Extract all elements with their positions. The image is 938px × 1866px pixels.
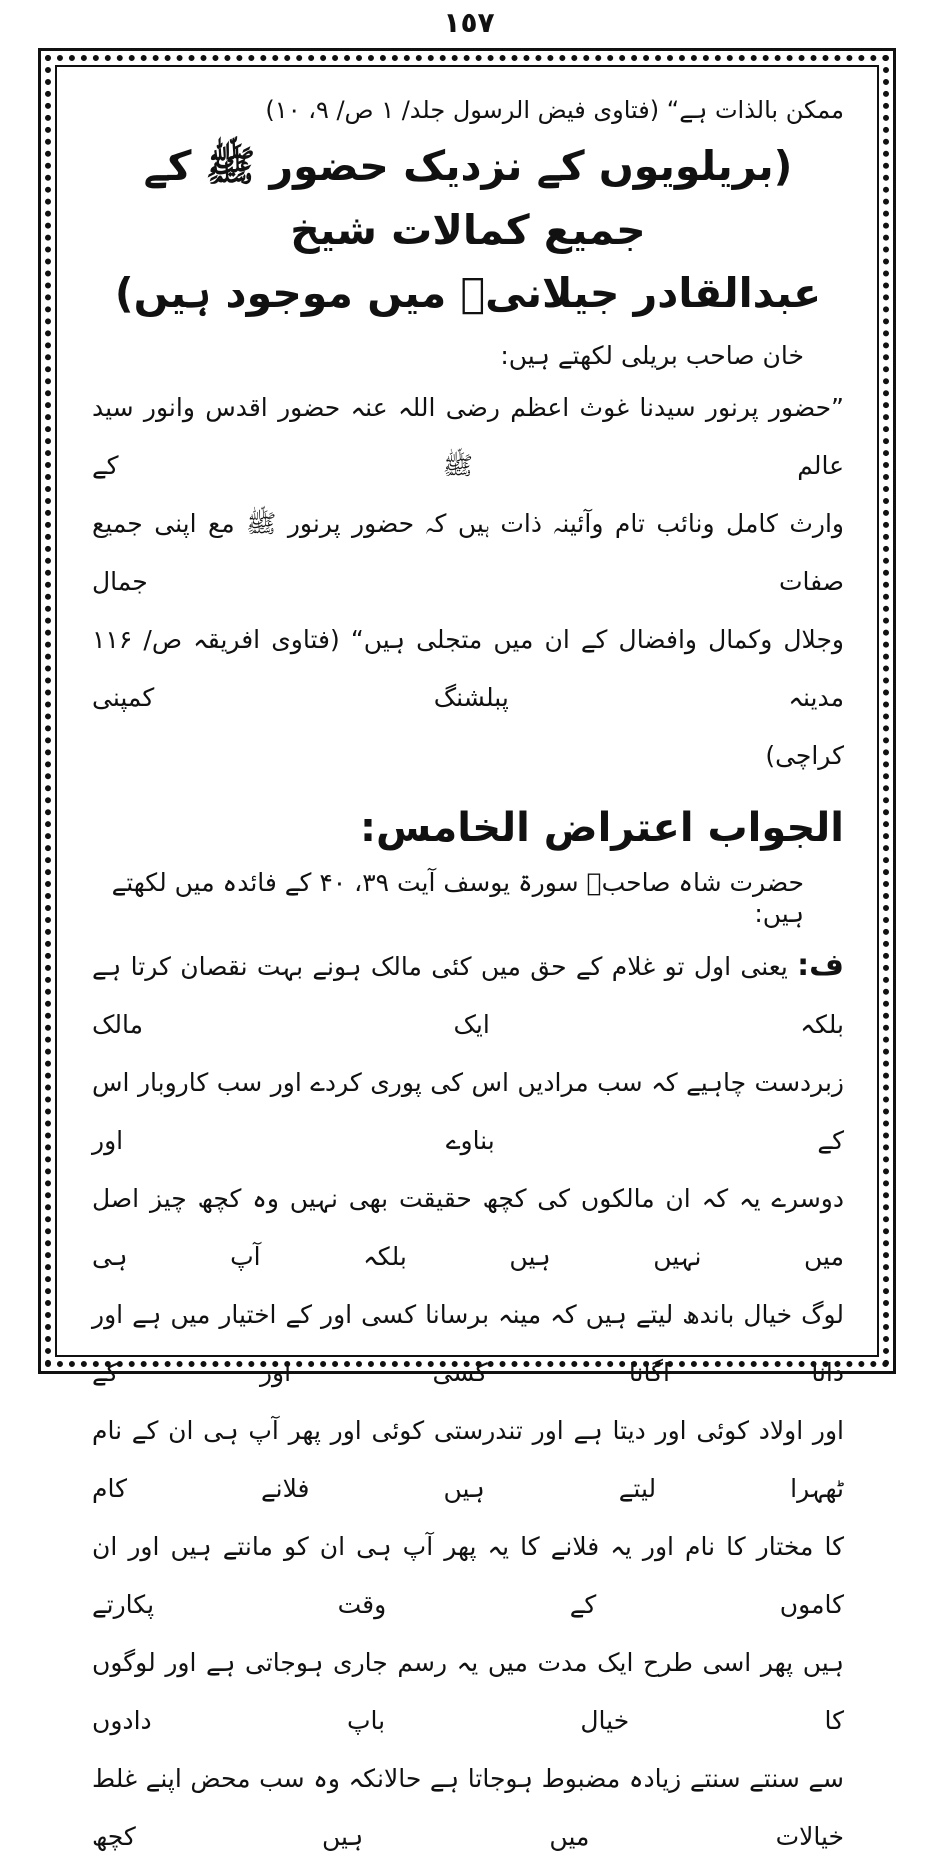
lead-line: ممکن بالذات ہے“ (فتاوی فیض الرسول جلد/ ۱ ص/ ۹، ۱۰) — [265, 96, 844, 124]
quote-line: وارث کامل ونائب تام وآئینہ ذات ہیں کہ حضور پرنور ﷺ مع اپنی جمیع صفات جمال — [92, 508, 844, 596]
quote-line: ”حضور پرنور سیدنا غوث اعظم رضی اللہ عنہ حضور اقدس وانور سید عالم ﷺ کے — [92, 392, 844, 480]
commentary-line: یعنی اول تو غلام کے حق میں کئی مالک ہونے بہت نقصان کرتا ہے بلکہ ایک مالک — [92, 952, 844, 1040]
commentary-block — [92, 937, 844, 1866]
f-label: ف: — [797, 948, 844, 984]
heading-line-1: (بریلویوں کے نزدیک حضور ﷺ کے جمیع کمالات شیخ — [143, 142, 793, 254]
quote-block — [92, 379, 844, 785]
commentary-line: لوگ خیال باندھ لیتے ہیں کہ مینہ برسانا کسی اور کے اختیار میں ہے اور دانا اگانا کسی اور کے — [92, 1300, 844, 1388]
section-intro: حضرت شاہ صاحبؒ سورۃ یوسف آیت ۳۹، ۴۰ کے فائدہ میں لکھتے ہیں: — [111, 867, 804, 929]
quote-line: کراچی) — [765, 740, 844, 770]
commentary-line: ہیں پھر اسی طرح ایک مدت میں یہ رسم جاری ہوجاتی ہے اور لوگوں کا خیال باپ دادوں — [92, 1648, 844, 1736]
section-heading: الجواب اعتراض الخامس: — [359, 804, 844, 851]
page-content — [92, 95, 844, 1866]
commentary-line: زبردست چاہیے کہ سب مرادیں اس کی پوری کردے اور سب کاروبار اس کے بناوے اور — [92, 1068, 844, 1156]
heading-line-2: عبدالقادر جیلانیؒ میں موجود ہیں) — [114, 269, 822, 318]
commentary-line-first — [92, 937, 844, 1054]
commentary-line: اور اولاد کوئی اور دیتا ہے اور تندرستی کوئی اور پھر آپ ہی ان کے نام ٹھہرا لیتے ہیں فلانے کام — [92, 1416, 844, 1504]
page-number: ١٥٧ — [443, 6, 495, 39]
commentary-line: دوسرے یہ کہ ان مالکوں کی کچھ حقیقت بھی نہیں وہ کچھ چیز اصل میں نہیں ہیں بلکہ آپ ہی — [92, 1184, 844, 1272]
commentary-line: کا مختار کا نام اور یہ فلانے کا یہ پھر آپ ہی ان کو مانتے ہیں اور ان کاموں کے وقت پکارتے — [92, 1532, 844, 1620]
quote-line: وجلال وکمال وافضال کے ان میں متجلی ہیں“ (فتاوی افریقہ ص/ ۱۱۶ مدینہ پبلشنگ کمپنی — [92, 624, 844, 712]
intro-line: خان صاحب بریلی لکھتے ہیں: — [500, 340, 804, 370]
commentary-line: سے سنتے سنتے زیادہ مضبوط ہوجاتا ہے حالانکہ وہ سب محض اپنے غلط خیالات میں ہیں کچھ — [92, 1764, 844, 1852]
